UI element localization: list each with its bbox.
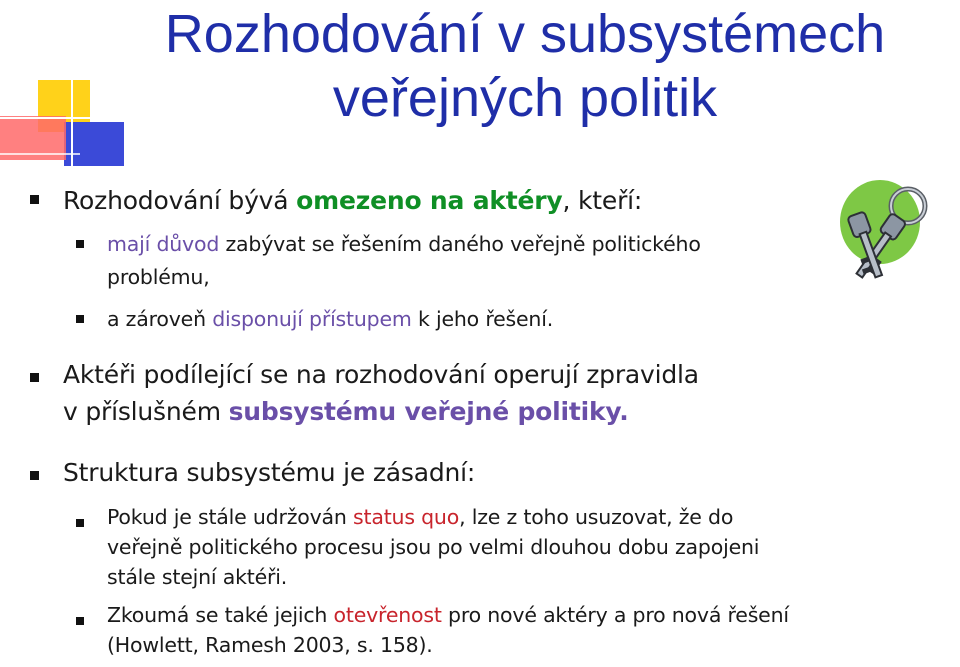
bullet-1-post: , kteří:: [562, 186, 643, 215]
bullet-3-sub-2-line-2: (Howlett, Ramesh 2003, s. 158).: [107, 633, 433, 657]
bullet-2-line-2: [63, 393, 629, 430]
bullet-3-sub-2-post: pro nové aktéry a pro nová řešení: [441, 603, 789, 627]
bullet-marker: [30, 195, 39, 204]
bullet-2-line-1: Aktéři podílející se na rozhodování operují zpravidla: [63, 360, 699, 389]
sub-bullet-marker: [76, 617, 84, 625]
bullet-marker: [30, 471, 39, 480]
bullet-3: Struktura subsystému je zásadní:: [63, 458, 476, 487]
bullet-1-pre: Rozhodování bývá: [63, 186, 297, 215]
bullet-3-sub-2-highlight: otevřenost: [333, 603, 442, 627]
bullet-1: [63, 182, 642, 219]
bullet-2-line-2-bold: subsystému veřejné politiky.: [228, 397, 629, 426]
bullet-3-sub-1: [107, 502, 733, 532]
sub-bullet-marker: [76, 240, 84, 248]
bullet-1-sub-1-line-2: problému,: [107, 265, 210, 289]
bullet-1-sub-2-pre: a zároveň: [107, 307, 213, 331]
bullet-3-sub-2: [107, 600, 789, 630]
title-line-2: veřejných politik: [332, 68, 718, 128]
bullet-1-sub-2-highlight: disponují přístupem: [212, 307, 412, 331]
bullet-1-sub-2: [107, 304, 553, 334]
title-line-1: Rozhodování v subsystémech: [164, 4, 886, 64]
bullet-3-sub-1-line-3: stále stejní aktéři.: [107, 565, 288, 589]
sub-bullet-marker: [76, 315, 84, 323]
bullet-3-sub-2-pre: Zkoumá se také jejich: [107, 603, 334, 627]
bullet-1-highlight: omezeno na aktéry: [296, 186, 563, 215]
bullet-1-sub-2-post: k jeho řešení.: [411, 307, 554, 331]
bullet-1-sub-1-post: zabývat se řešením daného veřejně politického: [219, 232, 701, 256]
bullet-3-sub-1-post: , lze z toho usuzovat, že do: [459, 505, 734, 529]
bullet-3-sub-1-line-2: veřejně politického procesu jsou po velmi dlouhou dobu zapojeni: [107, 535, 760, 559]
keys-clipart-icon: [836, 174, 940, 294]
bullet-3-sub-1-highlight: status quo: [353, 505, 460, 529]
bullet-marker: [30, 373, 39, 382]
sub-bullet-marker: [76, 519, 84, 527]
page-title: [110, 2, 940, 130]
bullet-1-sub-1: [107, 229, 701, 259]
bullet-2-line-2-pre: v příslušném: [63, 397, 229, 426]
bullet-1-sub-1-highlight: mají důvod: [107, 232, 220, 256]
bullet-3-sub-1-pre: Pokud je stále udržován: [107, 505, 354, 529]
